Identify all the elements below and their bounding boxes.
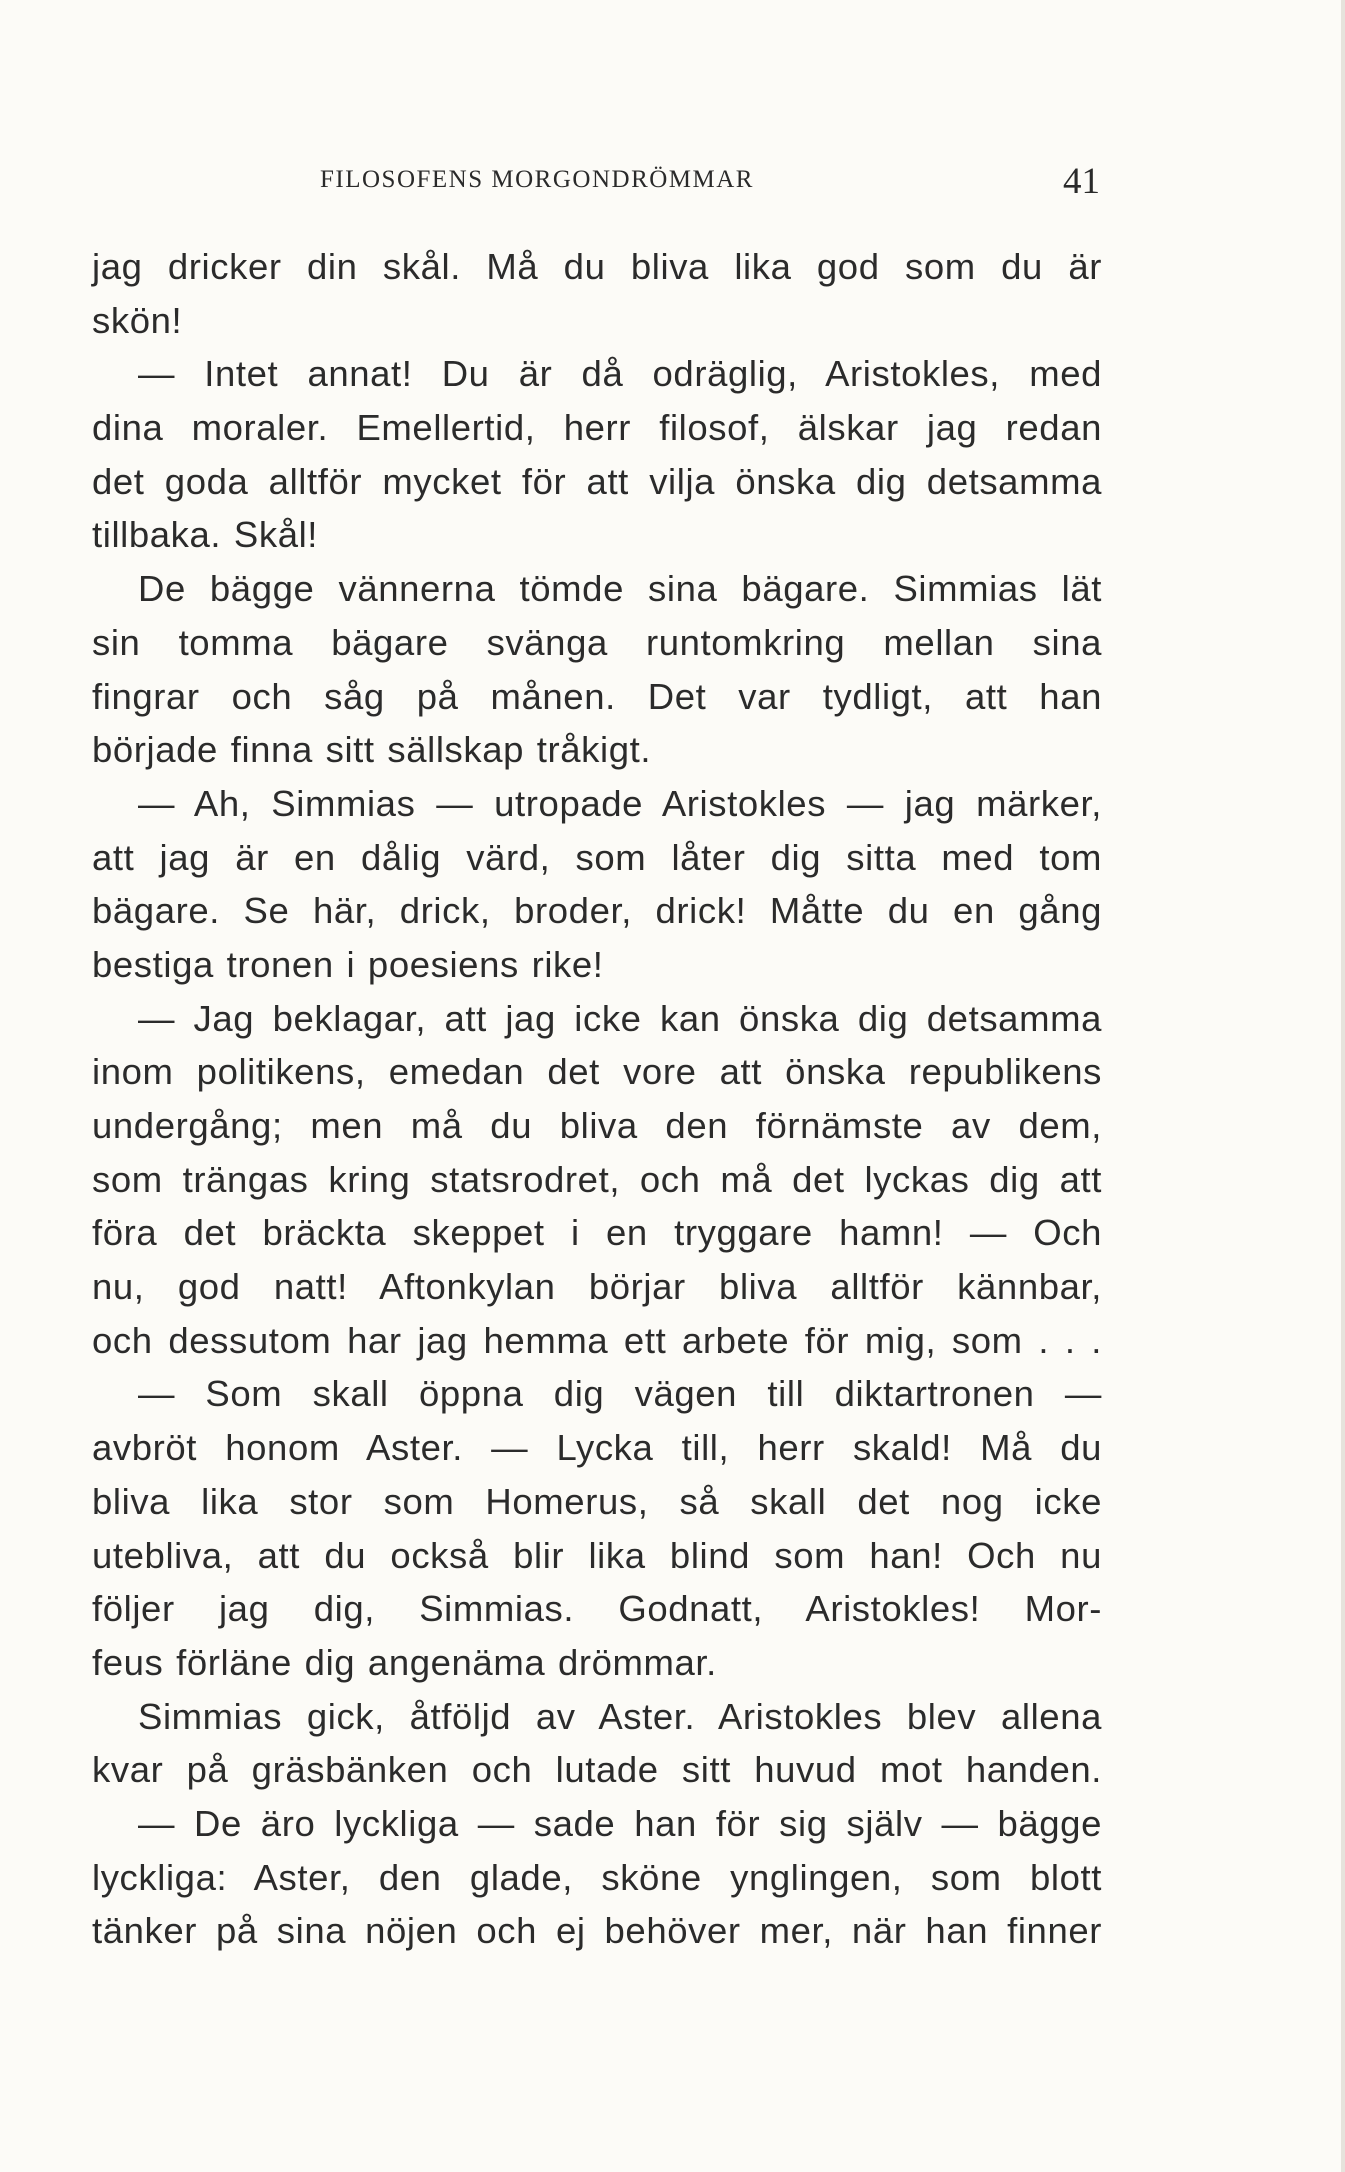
text-line: föra det bräckta skeppet i en tryggare hamn! — Och — [92, 1212, 1102, 1254]
text-line: sin tomma bägare svänga runtomkring mellan sina — [92, 621, 1102, 663]
text-line: det goda alltför mycket för att vilja önska dig detsamma — [92, 460, 1102, 502]
text-line: fingrar och såg på månen. Det var tydligt, att han — [92, 675, 1102, 717]
text-line: bägare. Se här, drick, broder, drick! Måtte du en gång — [92, 890, 1102, 932]
running-title: FILOSOFENS MORGONDRÖMMAR — [320, 166, 754, 193]
text-line: — Intet annat! Du är då odräglig, Aristokles, med — [138, 353, 1102, 395]
text-line: som trängas kring statsrodret, och må det lyckas dig att — [92, 1158, 1102, 1200]
page-header — [320, 160, 1100, 210]
text-line: utebliva, att du också blir lika blind som han! Och nu — [92, 1534, 1102, 1576]
text-line: att jag är en dålig värd, som låter dig sitta med tom — [92, 836, 1102, 878]
text-line: lyckliga: Aster, den glade, sköne ynglingen, som blott — [92, 1856, 1102, 1898]
text-line: avbröt honom Aster. — Lycka till, herr skald! Må du — [92, 1427, 1102, 1469]
text-line: följer jag dig, Simmias. Godnatt, Aristokles! Mor- — [92, 1588, 1102, 1630]
text-line: och dessutom har jag hemma ett arbete för mig, som . . . — [92, 1319, 1102, 1361]
text-line: började finna sitt sällskap tråkigt. — [92, 729, 652, 771]
text-line: — De äro lyckliga — sade han för sig själv — bägge — [138, 1802, 1102, 1844]
text-line: undergång; men må du bliva den förnämste av dem, — [92, 1105, 1102, 1146]
page-number: 41 — [1063, 161, 1100, 202]
text-line: — Som skall öppna dig vägen till diktartronen — — [138, 1373, 1102, 1415]
text-line: Simmias gick, åtföljd av Aster. Aristokles blev allena — [138, 1695, 1102, 1737]
text-line: De bägge vännerna tömde sina bägare. Simmias lät — [138, 568, 1102, 610]
body-text — [92, 240, 1102, 1958]
page-edge — [1341, 0, 1345, 2172]
text-line: inom politikens, emedan det vore att önska republikens — [92, 1051, 1102, 1093]
text-line: nu, god natt! Aftonkylan börjar bliva alltför kännbar, — [92, 1266, 1102, 1308]
text-line: — Jag beklagar, att jag icke kan önska dig detsamma — [138, 997, 1102, 1039]
text-line: kvar på gräsbänken och lutade sitt huvud mot handen. — [92, 1749, 1102, 1791]
text-line: dina moraler. Emellertid, herr filosof, älskar jag redan — [92, 407, 1102, 449]
text-line: bestiga tronen i poesiens rike! — [92, 943, 604, 985]
text-line: feus förläne dig angenäma drömmar. — [92, 1641, 717, 1683]
text-line: tillbaka. Skål! — [92, 514, 319, 556]
text-line: jag dricker din skål. Må du bliva lika god som du är — [92, 246, 1102, 287]
text-line: skön! — [92, 299, 183, 341]
text-line: bliva lika stor som Homerus, så skall det nog icke — [92, 1480, 1102, 1522]
text-line: — Ah, Simmias — utropade Aristokles — jag märker, — [138, 782, 1102, 824]
text-line: tänker på sina nöjen och ej behöver mer, när han finner — [92, 1910, 1102, 1952]
